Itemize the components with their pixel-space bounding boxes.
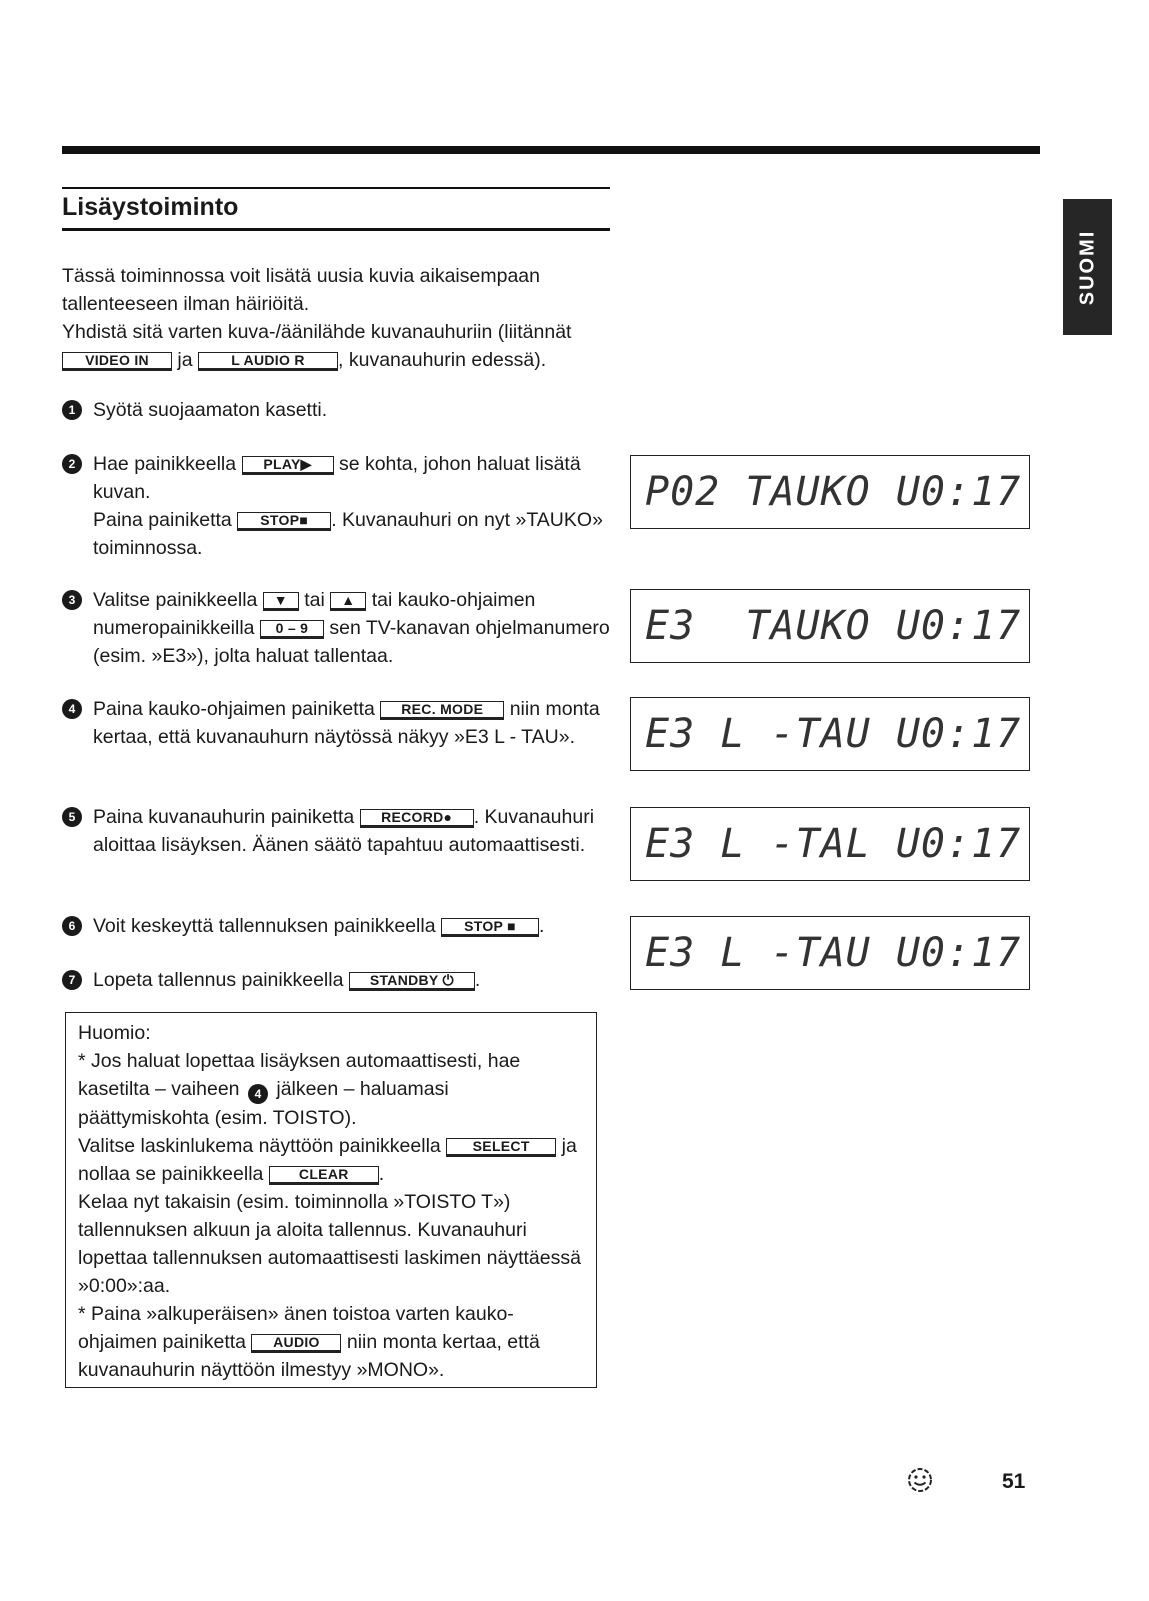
audio-key: L AUDIO R [198,352,338,371]
step-6 [62,912,622,940]
play-key: PLAY▶ [242,456,334,475]
intro-paragraph [62,262,622,374]
step-3-text-b: tai [304,589,325,611]
stop-key: STOP■ [237,512,331,531]
step-4-text-a: Paina kauko-ohjaimen painiketta [93,698,375,720]
up-key: ▲ [330,592,366,611]
note-p2-a: Valitse laskinlukema näyttöön painikkeella [78,1135,441,1157]
note-p2-c: . [378,1163,385,1185]
step-1 [62,396,622,424]
intro-line1: Tässä toiminnossa voit lisätä uusia kuvia aikaisempaan tallenteeseen ilman häiriöitä. [62,265,540,315]
step-1-text: Syötä suojaamaton kasetti. [93,399,328,421]
note-p1-b: jälkeen – haluamasi päättymiskohta (esim. TOISTO). [78,1078,449,1129]
down-key: ▼ [263,592,299,611]
step-4 [62,695,622,751]
smiley-icon [906,1466,934,1494]
display-panel-4: E3 L -TAL U0:17 [630,807,1030,881]
step-7-text-a: Lopeta tallennus painikkeella [93,969,344,991]
step-number-5: 5 [62,807,82,827]
display-panel-2: E3 TAUKO U0:17 [630,589,1030,663]
step-7 [62,966,622,994]
step-2-text-c: Paina painiketta [93,509,232,531]
step-number-1: 1 [62,400,82,420]
title-rule-top [62,187,610,189]
step-2-text-d: . Kuvanauhuri on nyt »TAUKO» toiminnossa. [93,509,603,559]
note-p1-a: * Jos haluat lopettaa lisäyksen automaattisesti, hae kasetilta – vaiheen [78,1050,521,1100]
step-number-2: 2 [62,454,82,474]
stop-key-2: STOP ■ [441,918,539,937]
note-p4-a: * Paina »alkuperäisen» änen toistoa varten kauko-ohjaimen painiketta [78,1303,514,1353]
intro-conj: ja [177,349,193,371]
step-7-text-b: . [474,969,481,991]
language-tab [1063,199,1112,335]
video-in-key: VIDEO IN [62,352,172,371]
step-5-text-a: Paina kuvanauhurin painiketta [93,806,355,828]
step-5-text-b: . Kuvanauhuri aloittaa lisäyksen. Äänen säätö tapahtuu automaattisesti. [93,806,595,856]
step-number-6: 6 [62,916,82,936]
record-key: RECORD● [360,809,474,828]
clear-key: CLEAR [269,1166,379,1185]
step-2 [62,450,622,562]
step-4-text-b: niin monta kertaa, että kuvanauhurn näytössä näkyy »E3 L - TAU». [93,698,600,748]
note-p2-b: ja nollaa se painikkeella [78,1135,577,1185]
step-6-text-b: . [538,915,545,937]
step-2-text-a: Hae painikkeella [93,453,237,475]
page-number: 51 [1002,1470,1026,1493]
note-heading: Huomio: [78,1022,151,1044]
step-3-text-c: tai kauko-ohjaimen numeropainikkeilla [93,589,536,639]
number-keys: 0 – 9 [260,620,324,639]
step-3-text-d: sen TV-kanavan ohjelmanumero (esim. »E3»), jolta haluat tallentaa. [93,617,610,667]
section-title: Lisäystoiminto [62,193,239,221]
step-3-text-a: Valitse painikkeella [93,589,258,611]
step-6-text-a: Voit keskeyttä tallennuksen painikkeella [93,915,436,937]
rec-mode-key: REC. MODE [380,701,504,720]
intro-line2-end: , kuvanauhurin edessä). [338,349,547,371]
step-3 [62,586,622,670]
step-number-4: 4 [62,699,82,719]
step-number-3: 3 [62,590,82,610]
step-number-7: 7 [62,970,82,990]
language-tab-label: SUOMI [1076,229,1098,305]
audio-button-key: AUDIO [251,1334,341,1353]
select-key: SELECT [446,1138,556,1157]
standby-key: STANDBY ⏻ [349,972,475,991]
note-step-number: 4 [248,1084,268,1104]
step-2-text-b: se kohta, johon haluat lisätä kuvan. [93,453,581,503]
note-box [65,1012,597,1388]
top-rule [62,146,1040,154]
step-5 [62,803,622,859]
title-rule-bottom [62,228,610,231]
note-p3: Kelaa nyt takaisin (esim. toiminnolla »TOISTO T») tallennuksen alkuun ja aloita tallennus. Kuvanauhuri lopettaa tallennuksen automaattisesti laskimen näyttäessä »0:00»:aa. [78,1191,581,1297]
intro-line2: Yhdistä sitä varten kuva-/äänilähde kuvanauhuriin (liitännät [62,321,572,343]
note-p4-b: niin monta kertaa, että kuvanauhurin näyttöön ilmestyy »MONO». [78,1331,540,1381]
display-panel-1: P02 TAUKO U0:17 [630,455,1030,529]
display-panel-3: E3 L -TAU U0:17 [630,697,1030,771]
display-panel-5: E3 L -TAU U0:17 [630,916,1030,990]
